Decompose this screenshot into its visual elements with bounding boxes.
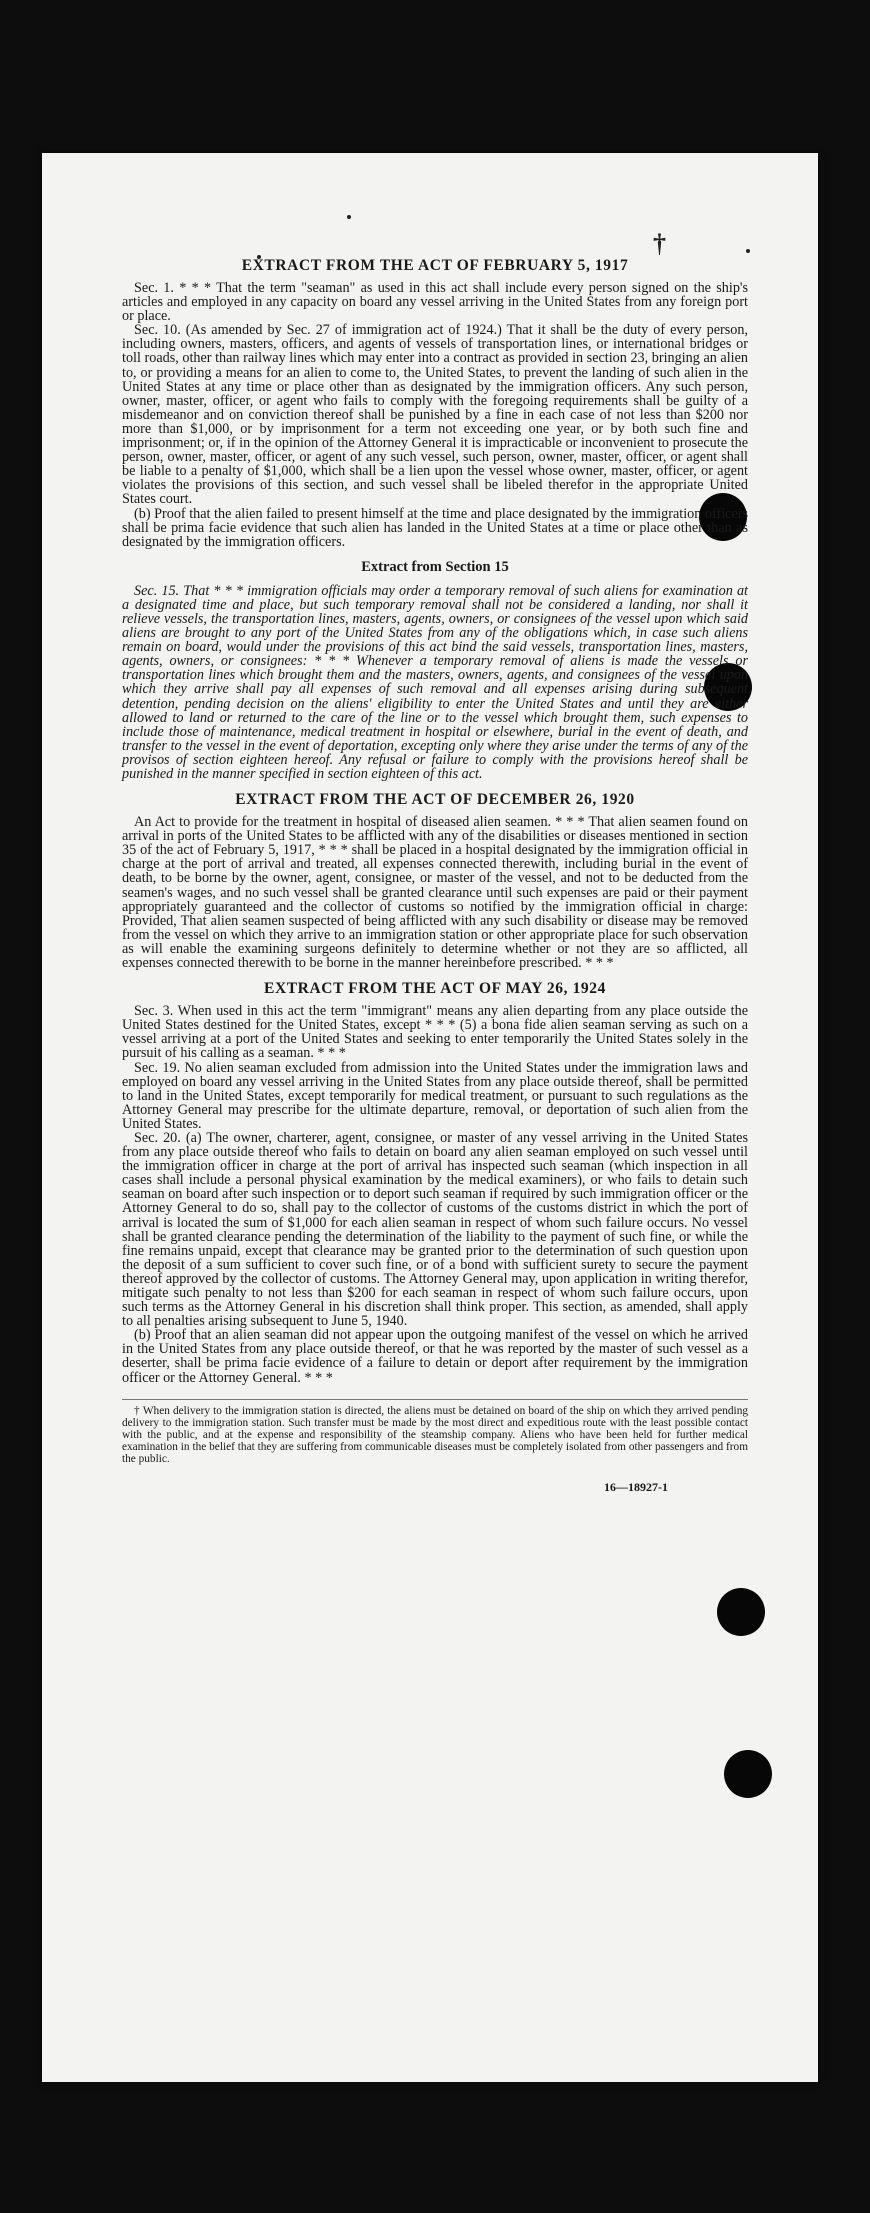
heading-act-1917: EXTRACT FROM THE ACT OF FEBRUARY 5, 1917 — [241, 257, 629, 274]
document-body — [122, 257, 748, 1495]
sec-10b-paragraph: (b) Proof that the alien failed to present himself at the time and place designated by the immigration officers shall be prima facie evidence that such alien has landed in the United States at a time or place other than as designated by the immigration officers. — [122, 505, 748, 550]
sec-20a-paragraph: Sec. 20. (a) The owner, charterer, agent, consignee, or master of any vessel arriving in the United States from any place outside thereof who fails to detain on board any alien seaman employed on such vessel until the immigration officer in charge at the port of arrival has inspected such seaman (which inspection in all cases shall include a personal physical examination by the medical examiners), or who fails to detain such seaman on board after such inspection or to deport such seaman if required by such immigration officer or the Attorney General to do so, shall pay to the collector of customs of the customs district in which the port of arrival is located the sum of $1,000 for each alien seaman in respect of whom such failure occurs. No vessel shall be granted clearance pending the determination of the liability to the payment of such fine, or while the fine remains unpaid, except that clearance may be granted prior to the determination of such question upon the deposit of a sum sufficient to cover such fine, or of a bond with sufficient surety to secure the payment thereof approved by the collector of customs. The Attorney General may, upon application in writing therefor, mitigate such penalty to not less than $200 for each seaman in respect of whom such failure occurs, upon such terms as the Attorney General in his discretion shall think proper. This section, as amended, shall apply to all penalties arising subsequent to June 5, 1940. — [122, 1129, 748, 1330]
heading-act-1924: EXTRACT FROM THE ACT OF MAY 26, 1924 — [264, 980, 606, 998]
act-1920-section — [122, 815, 748, 970]
sec-19-paragraph: Sec. 19. No alien seaman excluded from admission into the United States under the immigration laws and employed on board any vessel arriving in the United States from any place outside thereof, shall be permitted to land in the United States, except temporarily for medical treatment, or pursuant to such regulations as the Attorney General may prescribe for the ultimate departure, removal, or deportation of such alien from the United States. — [122, 1059, 748, 1132]
dot-mark — [347, 215, 351, 219]
sec-1-paragraph: Sec. 1. * * * That the term "seaman" as used in this act shall include every person signed on the ship's articles and employed in any capacity on board any vessel arriving in the United States from any foreign port or place. — [122, 280, 748, 325]
sec-3-paragraph: Sec. 3. When used in this act the term "immigrant" means any alien departing from any place outside the United States destined for the United States, except * * * (5) a bona fide alien seaman serving as such on a vessel arriving at a port of the United States and seeking to enter temporarily the United States solely in the pursuit of his calling as a seaman. * * * — [122, 1003, 748, 1062]
form-number: 16—18927-1 — [604, 1479, 668, 1494]
act-1920-paragraph: An Act to provide for the treatment in hospital of diseased alien seamen. * * * That alien seamen found on arrival in ports of the United States to be afflicted with any of the disabilities or diseases mentioned in section 35 of the act of February 5, 1917, * * * shall be placed in a hospital designated by the immigration official in charge at the port of arrival and treated, all expenses connected therewith, including burial in the event of death, to be borne by the owner, agent, consignee, or master of the vessel, and not to be deducted from the seamen's wages, and no such vessel shall be granted clearance until such expenses are paid or their payment appropriately guaranteed and the collector of customs so notified by the immigration official in charge: Provided, That alien seamen suspected of being afflicted with any such disability or disease may be removed from the vessel on which they arrive to an immigration station or other appropriate place for such observation as will enable the examining surgeons definitely to determine whether or not they are so afflicted, all expenses connected therewith to be borne in the manner hereinbefore prescribed. * * * — [122, 814, 748, 972]
document-page — [42, 153, 818, 2082]
footnote-text: † When delivery to the immigration station is directed, the aliens must be detained on board of the ship on which they arrived pending delivery to the immigration station. Such transfer must be made by the most direct and expeditious route with the least possible contact with the public, and at the expense and responsibility of the steamship company. Aliens who have been held for further medical examination in the belief that they are suffering from communicable diseases must be completely isolated from other passengers and from the public. — [122, 1404, 748, 1466]
sec-20b-paragraph: (b) Proof that an alien seaman did not appear upon the outgoing manifest of the vessel on which he arrived in the United States from any place outside thereof, or that he was reported by the master of such vessel as a deserter, shall be prima facie evidence of a failure to detain or deport after requirement by the immigration officer or the Attorney General. * * * — [122, 1327, 748, 1386]
act-1924-section — [122, 1004, 748, 1385]
dot-mark — [746, 249, 750, 253]
heading-footnote-mark: † — [653, 229, 666, 258]
subheading-section-15: Extract from Section 15 — [361, 558, 509, 575]
sec-15-paragraph: Sec. 15. That * * * immigration officials may order a temporary removal of such aliens for examination at a designated time and place, but such temporary removal shall not be considered a landing, nor shall it relieve vessels, the transportation lines, masters, agents, owners, or consignees of the vessel upon which said aliens are brought to any port of the United States from any of the obligations which, in case such aliens remain on board, would under the provisions of this act bind the said vessels, transportation lines, masters, agents, owners, or consignees: * * * Whenever a temporary removal of aliens is made the vessels or transportation lines which brought them and the masters, owners, agents, and consignees of the vessel upon which they arrive shall pay all expenses of such removal and all expenses arising during subsequent detention, pending decision on the aliens' eligibility to enter the United States and until they are either allowed to land or returned to the care of the line or to the vessel which brought them, such expenses to include those of maintenance, medical treatment in hospital or elsewhere, burial in the event of death, and transfer to the vessel in the event of deportation, excepting only where they arise under the terms of any of the provisos of section eighteen hereof. Any refusal or failure to comply with the provisions hereof shall be punished in the manner specified in section eighteen of this act. — [122, 582, 748, 782]
sec-10-paragraph: Sec. 10. (As amended by Sec. 27 of immigration act of 1924.) That it shall be the duty of every person, including owners, masters, officers, and agents of vessels of transportation lines, or international bridges or toll roads, other than railway lines which may enter into a contract as provided in section 23, bringing an alien to, or providing a means for an alien to come to, the United States, to prevent the landing of such alien in the United States at any time or place other than as designated by the immigration officers. Any such person, owner, master, officer, or agent who fails to comply with the foregoing requirements shall be guilty of a misdemeanor and on conviction thereof shall be punished by a fine in each case of not less than $200 nor more than $1,000, or by imprisonment for a term not exceeding one year, or by both such fine and imprisonment; or, if in the opinion of the Attorney General it is impracticable or inconvenient to prosecute the person, owner, master, officer, or agent of any such vessel, such person, owner, master, officer, or agent shall be liable to a penalty of $1,000, which shall be a lien upon the vessel whose owner, master, officer, or agent violates the provisions of this section, and such vessel shall be libeled therefor in the appropriate United States court. — [122, 322, 748, 508]
sec-15-section — [122, 584, 748, 781]
footnote — [122, 1399, 748, 1466]
heading-act-1920: EXTRACT FROM THE ACT OF DECEMBER 26, 1920 — [235, 791, 635, 809]
act-1917-section — [122, 281, 748, 549]
punch-hole — [717, 1588, 765, 1636]
punch-hole — [724, 1750, 772, 1798]
